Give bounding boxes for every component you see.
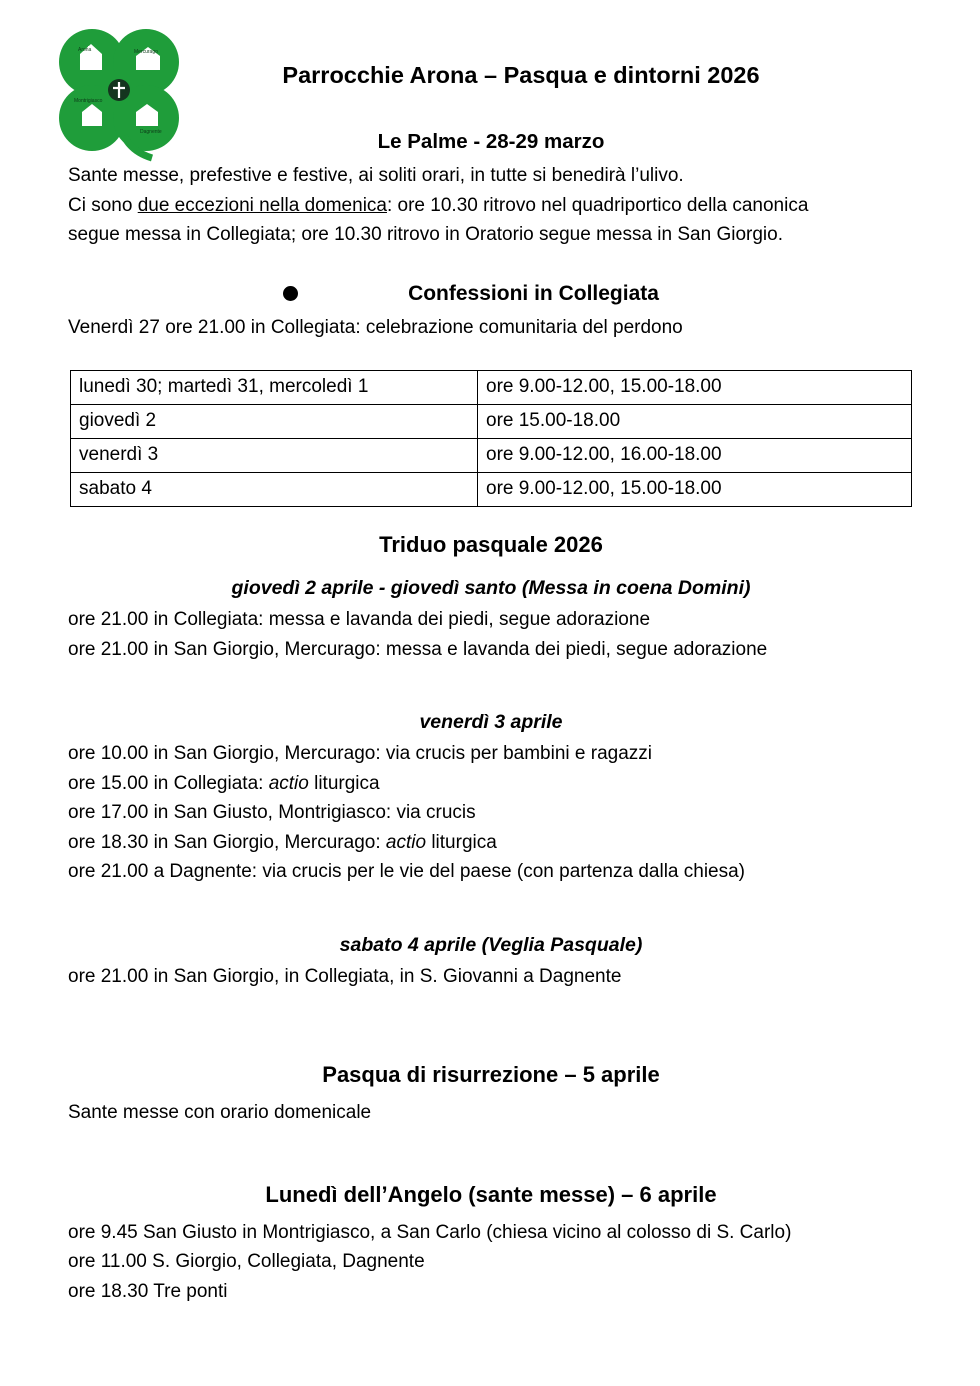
confessioni-line-1: Venerdì 27 ore 21.00 in Collegiata: celebrazione comunitaria del perdono: [68, 316, 683, 338]
palme-line-2-pre: Ci sono: [68, 194, 138, 216]
table-row: [71, 439, 912, 473]
subheading-venerdi: venerdì 3 aprile: [419, 711, 563, 734]
table-cell-days: giovedì 2: [71, 405, 478, 439]
pasqua-line-1: Sante messe con orario domenicale: [68, 1101, 372, 1123]
bullet-dot-icon: [283, 286, 298, 301]
venerdi-line-2-italic: actio: [268, 772, 309, 794]
table-cell-days: sabato 4: [71, 473, 478, 507]
venerdi-line-4-post: liturgica: [426, 831, 497, 853]
section-heading-le-palme: Le Palme - 28-29 marzo: [377, 129, 605, 153]
table-cell-days: lunedì 30; martedì 31, mercoledì 1: [71, 371, 478, 405]
venerdi-line-3: ore 17.00 in San Giusto, Montrigiasco: via crucis: [68, 802, 476, 824]
subheading-sabato: sabato 4 aprile (Veglia Pasquale): [339, 933, 643, 956]
section-heading-pasqua: Pasqua di risurrezione – 5 aprile: [322, 1062, 660, 1088]
giovedi-line-1: ore 21.00 in Collegiata: messa e lavanda dei piedi, segue adorazione: [68, 609, 651, 631]
table-cell-hours: ore 9.00-12.00, 15.00-18.00: [478, 473, 912, 507]
table-row: [71, 473, 912, 507]
section-heading-confessioni: Confessioni in Collegiata: [408, 281, 659, 305]
palme-line-1: Sante messe, prefestive e festive, ai soliti orari, in tutte si benedirà l’ulivo.: [68, 165, 684, 187]
angelo-line-1: ore 9.45 San Giusto in Montrigiasco, a San Carlo (chiesa vicino al colosso di S. Carlo): [68, 1221, 792, 1243]
table-row: [71, 371, 912, 405]
document-body: [68, 60, 914, 1306]
table-cell-hours: ore 15.00-18.00: [478, 405, 912, 439]
venerdi-line-2: [68, 769, 914, 798]
table-row: [71, 405, 912, 439]
page-title: Parrocchie Arona – Pasqua e dintorni 2026: [282, 62, 760, 88]
venerdi-line-5: ore 21.00 a Dagnente: via crucis per le vie del paese (con partenza dalla chiesa): [68, 861, 746, 883]
palme-line-2: [68, 191, 914, 220]
venerdi-line-4-italic: actio: [385, 831, 427, 853]
venerdi-line-4-pre: ore 18.30 in San Giorgio, Mercurago:: [68, 831, 386, 853]
table-cell-days: venerdì 3: [71, 439, 478, 473]
logo-label-dagnente: Dagnente: [140, 129, 162, 135]
logo-label-montrigiasco: Montrigiasco: [74, 98, 103, 104]
confessioni-hours-table: [70, 370, 912, 507]
venerdi-line-2-post: liturgica: [308, 772, 380, 794]
subheading-giovedi: giovedì 2 aprile - giovedì santo (Messa in coena Domini): [231, 576, 751, 599]
logo-label-mercurago: Mercurago: [134, 49, 158, 55]
palme-line-3: segue messa in Collegiata; ore 10.30 ritrovo in Oratorio segue messa in San Giorgio.: [68, 224, 783, 246]
venerdi-line-4: [68, 828, 914, 857]
angelo-line-2: ore 11.00 S. Giorgio, Collegiata, Dagnente: [68, 1251, 425, 1273]
confessioni-heading-row: [68, 280, 914, 307]
logo-label-arona: Arona: [78, 47, 92, 53]
table-cell-hours: ore 9.00-12.00, 15.00-18.00: [478, 371, 912, 405]
venerdi-line-1: ore 10.00 in San Giorgio, Mercurago: via crucis per bambini e ragazzi: [68, 743, 653, 765]
palme-line-2-underline: due eccezioni nella domenica: [137, 194, 387, 216]
giovedi-line-2: ore 21.00 in San Giorgio, Mercurago: messa e lavanda dei piedi, segue adorazione: [68, 638, 768, 660]
angelo-line-3: ore 18.30 Tre ponti: [68, 1280, 228, 1302]
venerdi-line-2-pre: ore 15.00 in Collegiata:: [68, 772, 269, 794]
sabato-line-1: ore 21.00 in San Giorgio, in Collegiata, in S. Giovanni a Dagnente: [68, 965, 622, 987]
section-heading-triduo: Triduo pasquale 2026: [379, 532, 603, 558]
table-cell-hours: ore 9.00-12.00, 16.00-18.00: [478, 439, 912, 473]
palme-line-2-post: : ore 10.30 ritrovo nel quadriportico della canonica: [386, 194, 809, 216]
section-heading-lunedi-angelo: Lunedì dell’Angelo (sante messe) – 6 aprile: [265, 1182, 717, 1208]
